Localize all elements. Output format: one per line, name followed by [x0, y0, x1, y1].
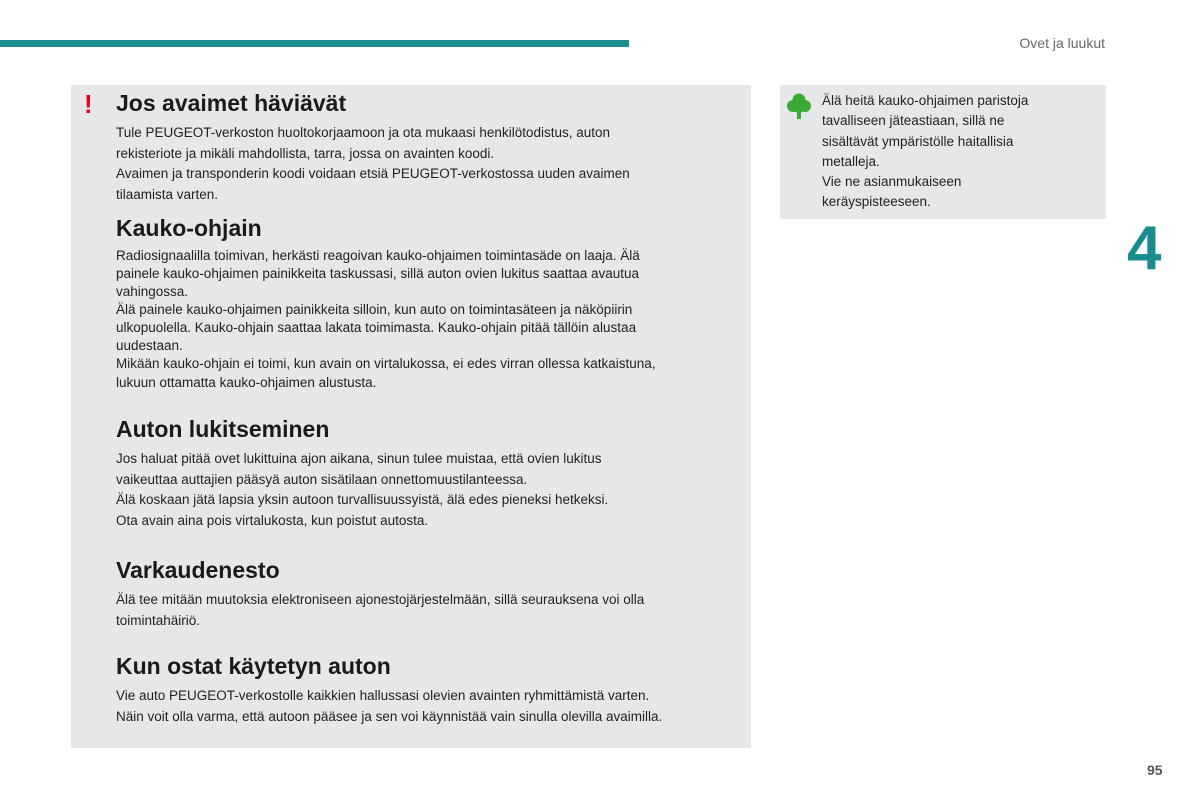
tree-icon	[786, 92, 812, 120]
chapter-number: 4	[1127, 214, 1162, 283]
page-number: 95	[1147, 762, 1163, 778]
chapter-title: Ovet ja luukut	[1019, 35, 1105, 51]
section-title-lost-keys: Jos avaimet häviävät	[116, 90, 347, 116]
section-text-remote-control: Radiosignaalilla toimivan, herkästi reagoivan kauko-ohjaimen toimintasäde on laaja. Älä painele kauko-ohjaimen painikkeita taskussasi, sillä auton ovien lukitus saattaa avautua vahingossa. Älä painele kauko-ohjaimen painikkeita silloin, kun auto on toimintasäteen ja näköpiirin ulkopuolella. Kauko-ohjain saattaa lakata toimimasta. Kauko-ohjain pitää tällöin alustaa uudestaan. Mikään kauko-ohjain ei toimi, kun avain on virtalukossa, ei edes virran ollessa katkaistuna, lukuun ottamatta kauko-ohjaimen alustusta.	[116, 248, 656, 390]
header-accent-bar	[0, 40, 629, 47]
section-title-used-car: Kun ostat käytetyn auton	[116, 653, 391, 679]
warning-icon: !	[84, 89, 93, 119]
section-text-locking: Jos haluat pitää ovet lukittuina ajon aikana, sinun tulee muistaa, että ovien lukitus vaikeuttaa auttajien pääsyä auton sisätilaan onnettomuustilanteessa. Älä koskaan jätä lapsia yksin autoon turvallisuussyistä, älä edes pieneksi hetkeksi. Ota avain aina pois virtalukosta, kun poistut autosta.	[116, 451, 609, 528]
section-title-anti-theft: Varkaudenesto	[116, 557, 280, 583]
section-text-used-car: Vie auto PEUGEOT-verkostolle kaikkien hallussasi olevien avainten ryhmittämistä varten. Näin voit olla varma, että autoon pääsee ja sen voi käynnistää vain sinulla olevilla avaimilla.	[116, 688, 663, 724]
section-text-lost-keys: Tule PEUGEOT-verkoston huoltokorjaamoon ja ota mukaasi henkilötodistus, auton rekisteriote ja mikäli mahdollista, tarra, jossa on avainten koodi. Avaimen ja transponderin koodi voidaan etsiä PEUGEOT-verkostossa uuden avaimen tilaamista varten.	[116, 125, 630, 202]
section-title-remote-control: Kauko-ohjain	[116, 215, 262, 241]
section-title-locking: Auton lukitseminen	[116, 416, 330, 442]
environment-note-text: Älä heitä kauko-ohjaimen paristoja tavalliseen jäteastiaan, sillä ne sisältävät ympäristölle haitallisia metalleja. Vie ne asianmukaiseen keräyspisteeseen.	[822, 93, 1029, 210]
section-text-anti-theft: Älä tee mitään muutoksia elektroniseen ajonestojärjestelmään, sillä seurauksena voi olla toimintahäiriö.	[116, 592, 645, 628]
